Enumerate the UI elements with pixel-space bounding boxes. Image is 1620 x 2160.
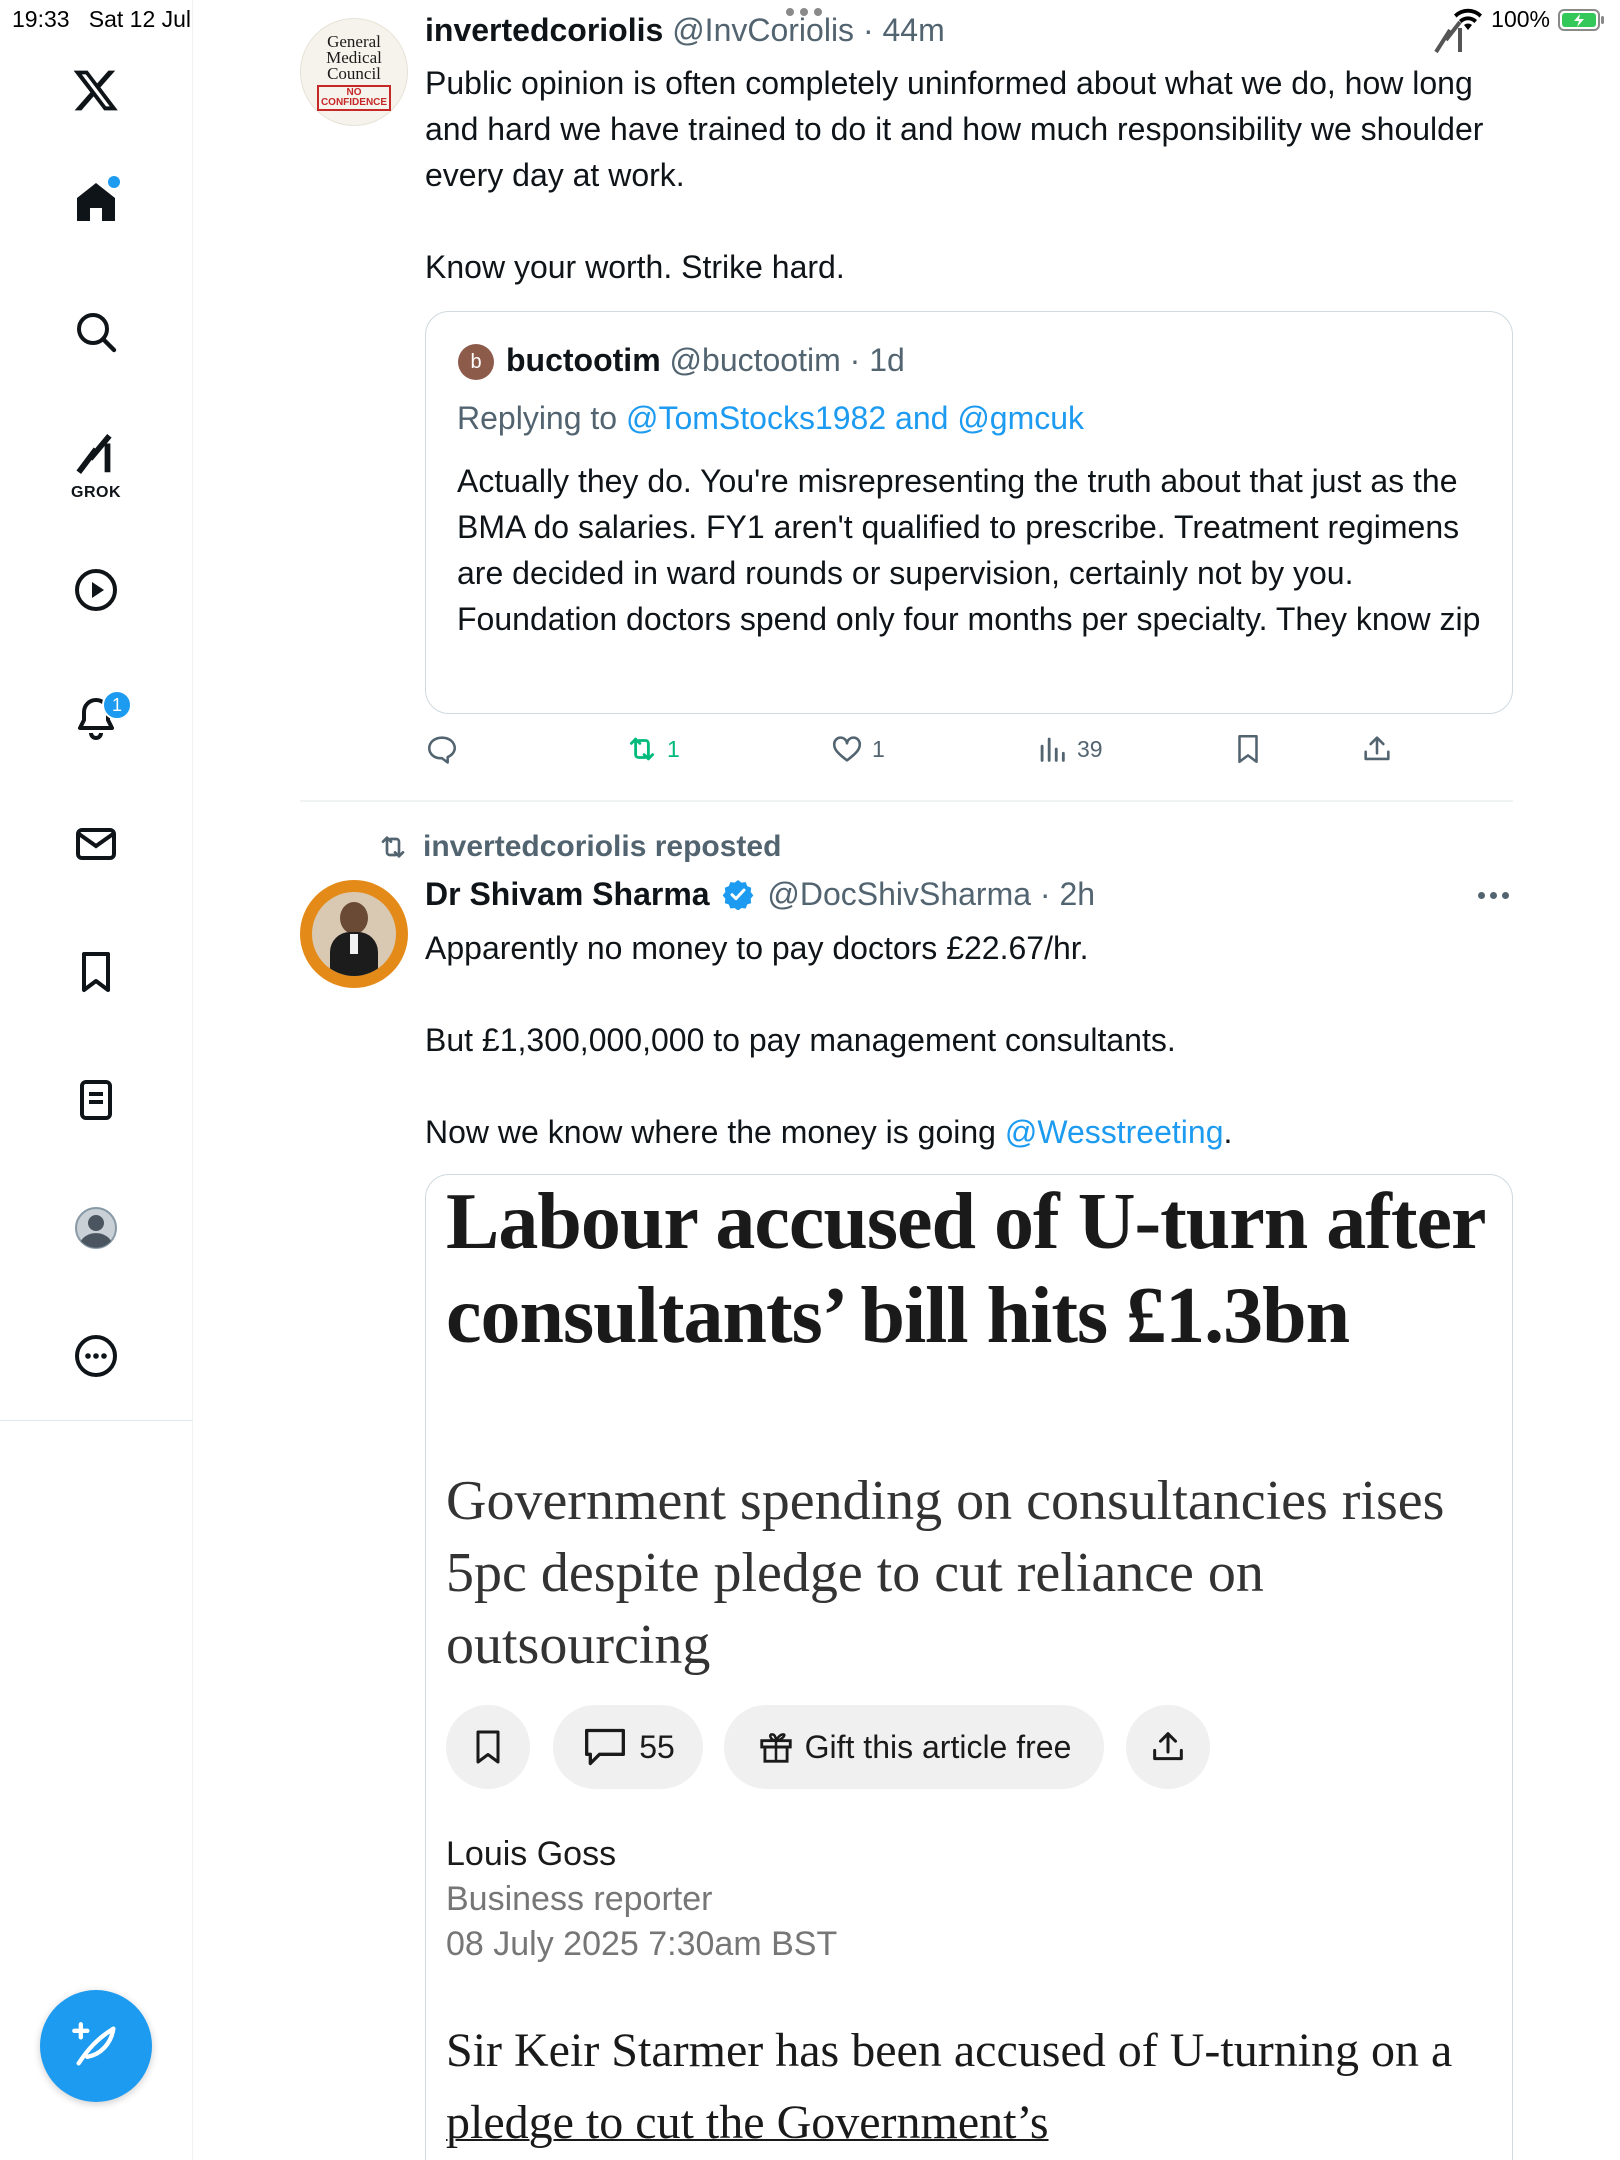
tweet1-header: invertedcoriolis @InvCoriolis · 44m <box>425 12 945 48</box>
grok-watermark-icon <box>1430 20 1470 54</box>
article-subheadline: Government spending on consultancies rises 5pc despite pledge to cut reliance on outsourcing <box>446 1470 1445 1676</box>
article-headline: Labour accused of U-turn after consultants’ bill hits £1.3bn <box>446 1178 1485 1360</box>
quoted-header: buctootim @buctootim · 1d <box>506 342 905 378</box>
quoted-handle: @buctootim <box>669 342 841 378</box>
x-logo-icon[interactable] <box>58 52 134 128</box>
notifications-icon[interactable] <box>58 680 134 756</box>
tweet2-header: Dr Shivam Sharma @DocShivSharma · 2h <box>425 876 1096 912</box>
quoted-avatar[interactable]: b <box>458 344 494 380</box>
verified-badge-icon <box>722 878 754 910</box>
views-count: 39 <box>1077 735 1103 762</box>
tweet1-time[interactable]: 44m <box>882 12 945 48</box>
quoted-replying-to: Replying to @TomStocks1982 and @gmcuk <box>457 400 1085 436</box>
views-chart-icon <box>1035 732 1069 766</box>
gift-icon <box>757 1728 795 1766</box>
article-image-card[interactable] <box>425 1174 1513 2160</box>
home-icon[interactable] <box>58 164 134 240</box>
tweet2-author-name[interactable]: Dr Shivam Sharma <box>425 876 710 912</box>
reply-user-gmcuk[interactable]: @gmcuk <box>957 400 1085 436</box>
repost-icon <box>625 732 659 766</box>
avatar-photo <box>312 892 396 976</box>
article-body: Sir Keir Starmer has been accused of U-turning on a pledge to cut the Government’s <box>446 2024 1453 2149</box>
sidebar <box>0 0 193 2160</box>
tweet1-paragraph-2: Know your worth. Strike hard. <box>425 249 845 285</box>
search-icon[interactable] <box>58 294 134 370</box>
share-button[interactable] <box>1360 732 1394 766</box>
tweet2-paragraph-1: Apparently no money to pay doctors £22.67/hr. <box>425 930 1089 966</box>
article-share-button <box>1126 1705 1210 1789</box>
gift-label: Gift this article free <box>804 1728 1072 1765</box>
quoted-author-name: buctootim <box>506 342 661 378</box>
quoted-tweet[interactable] <box>425 311 1513 714</box>
quoted-time: 1d <box>869 342 905 378</box>
lists-icon[interactable] <box>58 1062 134 1138</box>
share-icon <box>1360 732 1394 766</box>
grok-label: GROK <box>71 484 121 501</box>
gift-article-button <box>724 1705 1104 1789</box>
tweet1-paragraph-1: Public opinion is often completely uninformed about what we do, how long and hard we have trained to do it and how much responsibility we shoulder every day at work. <box>425 65 1484 193</box>
article-share-icon <box>1148 1727 1188 1767</box>
compose-feather-icon <box>70 2020 122 2072</box>
mention-wesstreeting[interactable]: @Wesstreeting <box>1004 1114 1224 1150</box>
compose-post-button[interactable] <box>40 1990 152 2102</box>
repost-count: 1 <box>667 735 680 762</box>
tweet1-avatar[interactable] <box>300 18 408 126</box>
tweet2-paragraph-3: Now we know where the money is going @Wesstreeting. <box>425 1114 1233 1150</box>
avatar-logo-line2: Medical <box>326 47 382 67</box>
article-comments-count: 55 <box>639 1728 675 1765</box>
repost-context-label: invertedcoriolis reposted <box>423 830 782 863</box>
repost-button[interactable] <box>625 732 680 766</box>
repost-context-icon <box>377 831 409 863</box>
article-author-role: Business reporter <box>446 1880 713 1918</box>
home-new-dot <box>108 176 120 188</box>
comment-bubble-icon <box>581 1725 629 1769</box>
no-confidence-stamp: NO CONFIDENCE <box>317 85 391 111</box>
article-bookmark-button <box>446 1705 530 1789</box>
messages-icon[interactable] <box>58 806 134 882</box>
tweet2-text <box>425 925 1515 1155</box>
tweet1-actions <box>425 732 1425 772</box>
battery-icon <box>1558 8 1606 32</box>
tweet1-author-name[interactable]: invertedcoriolis <box>425 12 664 48</box>
tweet2-time[interactable]: 2h <box>1059 876 1096 912</box>
reply-icon <box>425 732 459 766</box>
status-right <box>1453 6 1606 33</box>
bookmark-button[interactable] <box>1231 732 1265 766</box>
avatar-logo-line3: Council <box>327 63 381 83</box>
tweet2-avatar[interactable] <box>300 880 408 988</box>
tweet1-handle[interactable]: @InvCoriolis <box>672 12 855 48</box>
article-bookmark-icon <box>468 1727 508 1767</box>
repost-context[interactable] <box>377 830 781 864</box>
tweet1-text <box>425 60 1515 290</box>
tweet-divider <box>300 800 1513 802</box>
reply-button[interactable] <box>425 732 459 766</box>
bookmarks-icon[interactable] <box>58 934 134 1010</box>
status-time: 19:33 Sat 12 Jul <box>12 6 192 32</box>
heart-icon <box>830 732 864 766</box>
tweet2-paragraph-2: But £1,300,000,000 to pay management consultants. <box>425 1022 1176 1058</box>
battery-percent: 100% <box>1491 6 1550 32</box>
avatar-logo-line1: General <box>327 31 381 51</box>
bookmark-icon <box>1231 732 1265 766</box>
views-button[interactable] <box>1035 732 1103 766</box>
grok-icon[interactable] <box>58 424 134 504</box>
profile-avatar-icon[interactable] <box>58 1190 134 1266</box>
more-options-icon[interactable] <box>58 1318 134 1394</box>
like-button[interactable] <box>830 732 885 766</box>
article-body-link: pledge to cut the Government’s <box>446 2096 1049 2149</box>
article-author: Louis Goss <box>446 1835 617 1873</box>
article-comments-button <box>553 1705 703 1789</box>
tweet2-handle[interactable]: @DocShivSharma <box>767 876 1032 912</box>
like-count: 1 <box>872 735 885 762</box>
quoted-text: Actually they do. You're misrepresenting the truth about that just as the BMA do salaries. FY1 aren't qualified to prescribe. Treatment regimens are decided in ward rounds or supervision, certainly not by you. Foundation doctors spend only four months per specialty. They know zip <box>457 463 1481 637</box>
video-icon[interactable] <box>58 552 134 628</box>
tweet2-more-button[interactable] <box>1478 892 1509 899</box>
notifications-badge: 1 <box>102 690 132 720</box>
sidebar-divider <box>0 1420 193 1421</box>
article-date: 08 July 2025 7:30am BST <box>446 1925 838 1963</box>
reply-user-tomstocks[interactable]: @TomStocks1982 <box>625 400 887 436</box>
